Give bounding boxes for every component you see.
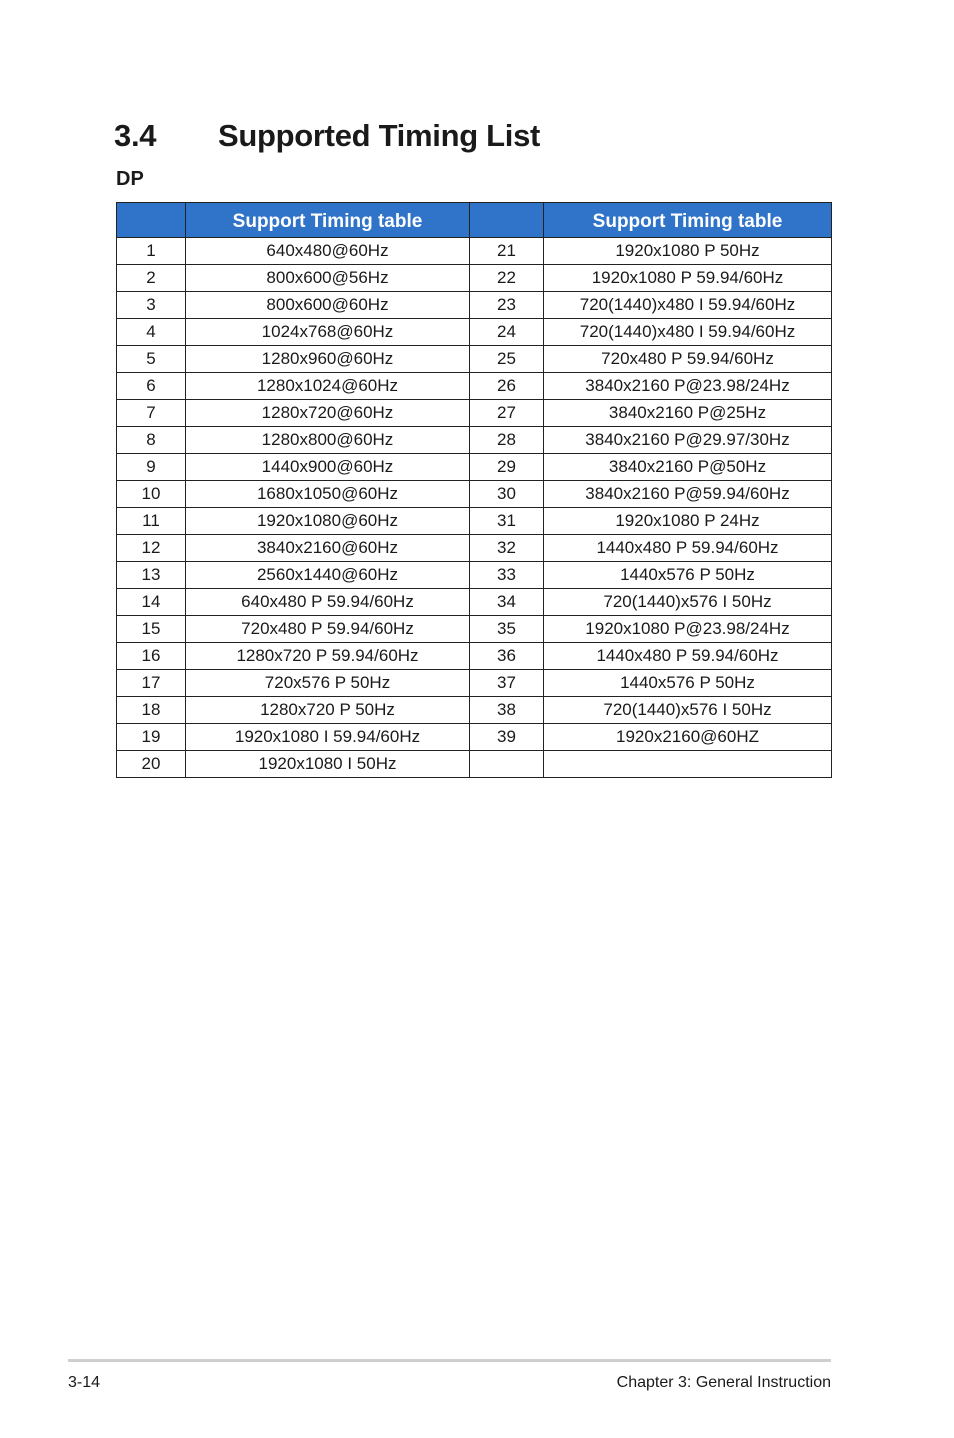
row-index-right: 34 bbox=[470, 589, 544, 616]
row-index-right: 38 bbox=[470, 697, 544, 724]
timing-value-left: 1280x800@60Hz bbox=[186, 427, 470, 454]
header-timing-left: Support Timing table bbox=[186, 203, 470, 238]
timing-value-left: 1280x720@60Hz bbox=[186, 400, 470, 427]
footer-divider bbox=[68, 1359, 831, 1362]
row-index-left: 17 bbox=[117, 670, 186, 697]
row-index-right: 33 bbox=[470, 562, 544, 589]
row-index-left: 18 bbox=[117, 697, 186, 724]
timing-value-right: 1920x1080 P 59.94/60Hz bbox=[544, 265, 832, 292]
timing-value-right: 1440x576 P 50Hz bbox=[544, 562, 832, 589]
timing-value-right: 3840x2160 P@29.97/30Hz bbox=[544, 427, 832, 454]
timing-value-left: 1680x1050@60Hz bbox=[186, 481, 470, 508]
timing-value-right: 1920x1080 P 50Hz bbox=[544, 238, 832, 265]
header-index-left bbox=[117, 203, 186, 238]
timing-value-right: 1920x1080 P@23.98/24Hz bbox=[544, 616, 832, 643]
timing-value-right bbox=[544, 751, 832, 778]
table-row bbox=[117, 643, 832, 670]
timing-value-right: 1920x2160@60HZ bbox=[544, 724, 832, 751]
table-row bbox=[117, 562, 832, 589]
row-index-right: 37 bbox=[470, 670, 544, 697]
row-index-left: 9 bbox=[117, 454, 186, 481]
timing-value-right: 720(1440)x576 I 50Hz bbox=[544, 589, 832, 616]
row-index-right bbox=[470, 751, 544, 778]
table-row bbox=[117, 292, 832, 319]
timing-value-left: 1280x720 P 59.94/60Hz bbox=[186, 643, 470, 670]
row-index-right: 22 bbox=[470, 265, 544, 292]
timing-value-right: 3840x2160 P@59.94/60Hz bbox=[544, 481, 832, 508]
timing-value-left: 3840x2160@60Hz bbox=[186, 535, 470, 562]
row-index-left: 13 bbox=[117, 562, 186, 589]
timing-value-right: 1440x480 P 59.94/60Hz bbox=[544, 535, 832, 562]
table-row bbox=[117, 373, 832, 400]
timing-value-left: 1280x720 P 50Hz bbox=[186, 697, 470, 724]
table-row bbox=[117, 346, 832, 373]
row-index-right: 26 bbox=[470, 373, 544, 400]
row-index-right: 30 bbox=[470, 481, 544, 508]
table-header-row bbox=[117, 203, 832, 238]
table-row bbox=[117, 265, 832, 292]
row-index-right: 35 bbox=[470, 616, 544, 643]
timing-value-left: 2560x1440@60Hz bbox=[186, 562, 470, 589]
table-body bbox=[117, 238, 832, 778]
row-index-right: 25 bbox=[470, 346, 544, 373]
timing-value-left: 720x576 P 50Hz bbox=[186, 670, 470, 697]
timing-value-right: 720x480 P 59.94/60Hz bbox=[544, 346, 832, 373]
timing-value-right: 1440x480 P 59.94/60Hz bbox=[544, 643, 832, 670]
timing-value-left: 720x480 P 59.94/60Hz bbox=[186, 616, 470, 643]
table-row bbox=[117, 481, 832, 508]
section-heading bbox=[114, 114, 540, 158]
timing-value-right: 3840x2160 P@50Hz bbox=[544, 454, 832, 481]
table-row bbox=[117, 724, 832, 751]
row-index-left: 14 bbox=[117, 589, 186, 616]
timing-value-right: 3840x2160 P@25Hz bbox=[544, 400, 832, 427]
row-index-left: 19 bbox=[117, 724, 186, 751]
timing-value-left: 1024x768@60Hz bbox=[186, 319, 470, 346]
header-index-right bbox=[470, 203, 544, 238]
row-index-right: 39 bbox=[470, 724, 544, 751]
row-index-right: 31 bbox=[470, 508, 544, 535]
timing-value-left: 640x480 P 59.94/60Hz bbox=[186, 589, 470, 616]
row-index-right: 32 bbox=[470, 535, 544, 562]
row-index-right: 28 bbox=[470, 427, 544, 454]
table-row bbox=[117, 319, 832, 346]
row-index-left: 8 bbox=[117, 427, 186, 454]
row-index-left: 1 bbox=[117, 238, 186, 265]
row-index-right: 29 bbox=[470, 454, 544, 481]
timing-value-left: 1920x1080 I 50Hz bbox=[186, 751, 470, 778]
table-row bbox=[117, 589, 832, 616]
timing-value-right: 1440x576 P 50Hz bbox=[544, 670, 832, 697]
interface-label: DP bbox=[116, 168, 144, 190]
header-timing-right: Support Timing table bbox=[544, 203, 832, 238]
row-index-left: 5 bbox=[117, 346, 186, 373]
table-row bbox=[117, 400, 832, 427]
table-row bbox=[117, 535, 832, 562]
table-row bbox=[117, 427, 832, 454]
timing-value-left: 800x600@60Hz bbox=[186, 292, 470, 319]
page-number: 3-14 bbox=[68, 1374, 101, 1391]
row-index-left: 3 bbox=[117, 292, 186, 319]
timing-value-right: 1920x1080 P 24Hz bbox=[544, 508, 832, 535]
section-title: Supported Timing List bbox=[218, 118, 541, 153]
section-number: 3.4 bbox=[114, 118, 157, 153]
row-index-left: 20 bbox=[117, 751, 186, 778]
table-row bbox=[117, 697, 832, 724]
row-index-left: 4 bbox=[117, 319, 186, 346]
timing-value-left: 1280x960@60Hz bbox=[186, 346, 470, 373]
chapter-title: Chapter 3: General Instruction bbox=[616, 1374, 831, 1391]
row-index-right: 23 bbox=[470, 292, 544, 319]
timing-value-left: 800x600@56Hz bbox=[186, 265, 470, 292]
table-row bbox=[117, 238, 832, 265]
row-index-right: 21 bbox=[470, 238, 544, 265]
row-index-right: 27 bbox=[470, 400, 544, 427]
timing-value-right: 720(1440)x480 I 59.94/60Hz bbox=[544, 319, 832, 346]
row-index-left: 16 bbox=[117, 643, 186, 670]
row-index-left: 2 bbox=[117, 265, 186, 292]
timing-value-left: 1280x1024@60Hz bbox=[186, 373, 470, 400]
table-row bbox=[117, 670, 832, 697]
row-index-left: 11 bbox=[117, 508, 186, 535]
row-index-right: 24 bbox=[470, 319, 544, 346]
table-row bbox=[117, 751, 832, 778]
row-index-left: 12 bbox=[117, 535, 186, 562]
row-index-left: 15 bbox=[117, 616, 186, 643]
timing-value-left: 1440x900@60Hz bbox=[186, 454, 470, 481]
row-index-left: 7 bbox=[117, 400, 186, 427]
row-index-left: 6 bbox=[117, 373, 186, 400]
timing-value-right: 720(1440)x576 I 50Hz bbox=[544, 697, 832, 724]
timing-value-left: 1920x1080@60Hz bbox=[186, 508, 470, 535]
table-row bbox=[117, 508, 832, 535]
table-row bbox=[117, 616, 832, 643]
timing-table bbox=[116, 202, 832, 778]
timing-value-left: 1920x1080 I 59.94/60Hz bbox=[186, 724, 470, 751]
timing-value-right: 720(1440)x480 I 59.94/60Hz bbox=[544, 292, 832, 319]
timing-value-left: 640x480@60Hz bbox=[186, 238, 470, 265]
row-index-left: 10 bbox=[117, 481, 186, 508]
row-index-right: 36 bbox=[470, 643, 544, 670]
table-row bbox=[117, 454, 832, 481]
timing-value-right: 3840x2160 P@23.98/24Hz bbox=[544, 373, 832, 400]
